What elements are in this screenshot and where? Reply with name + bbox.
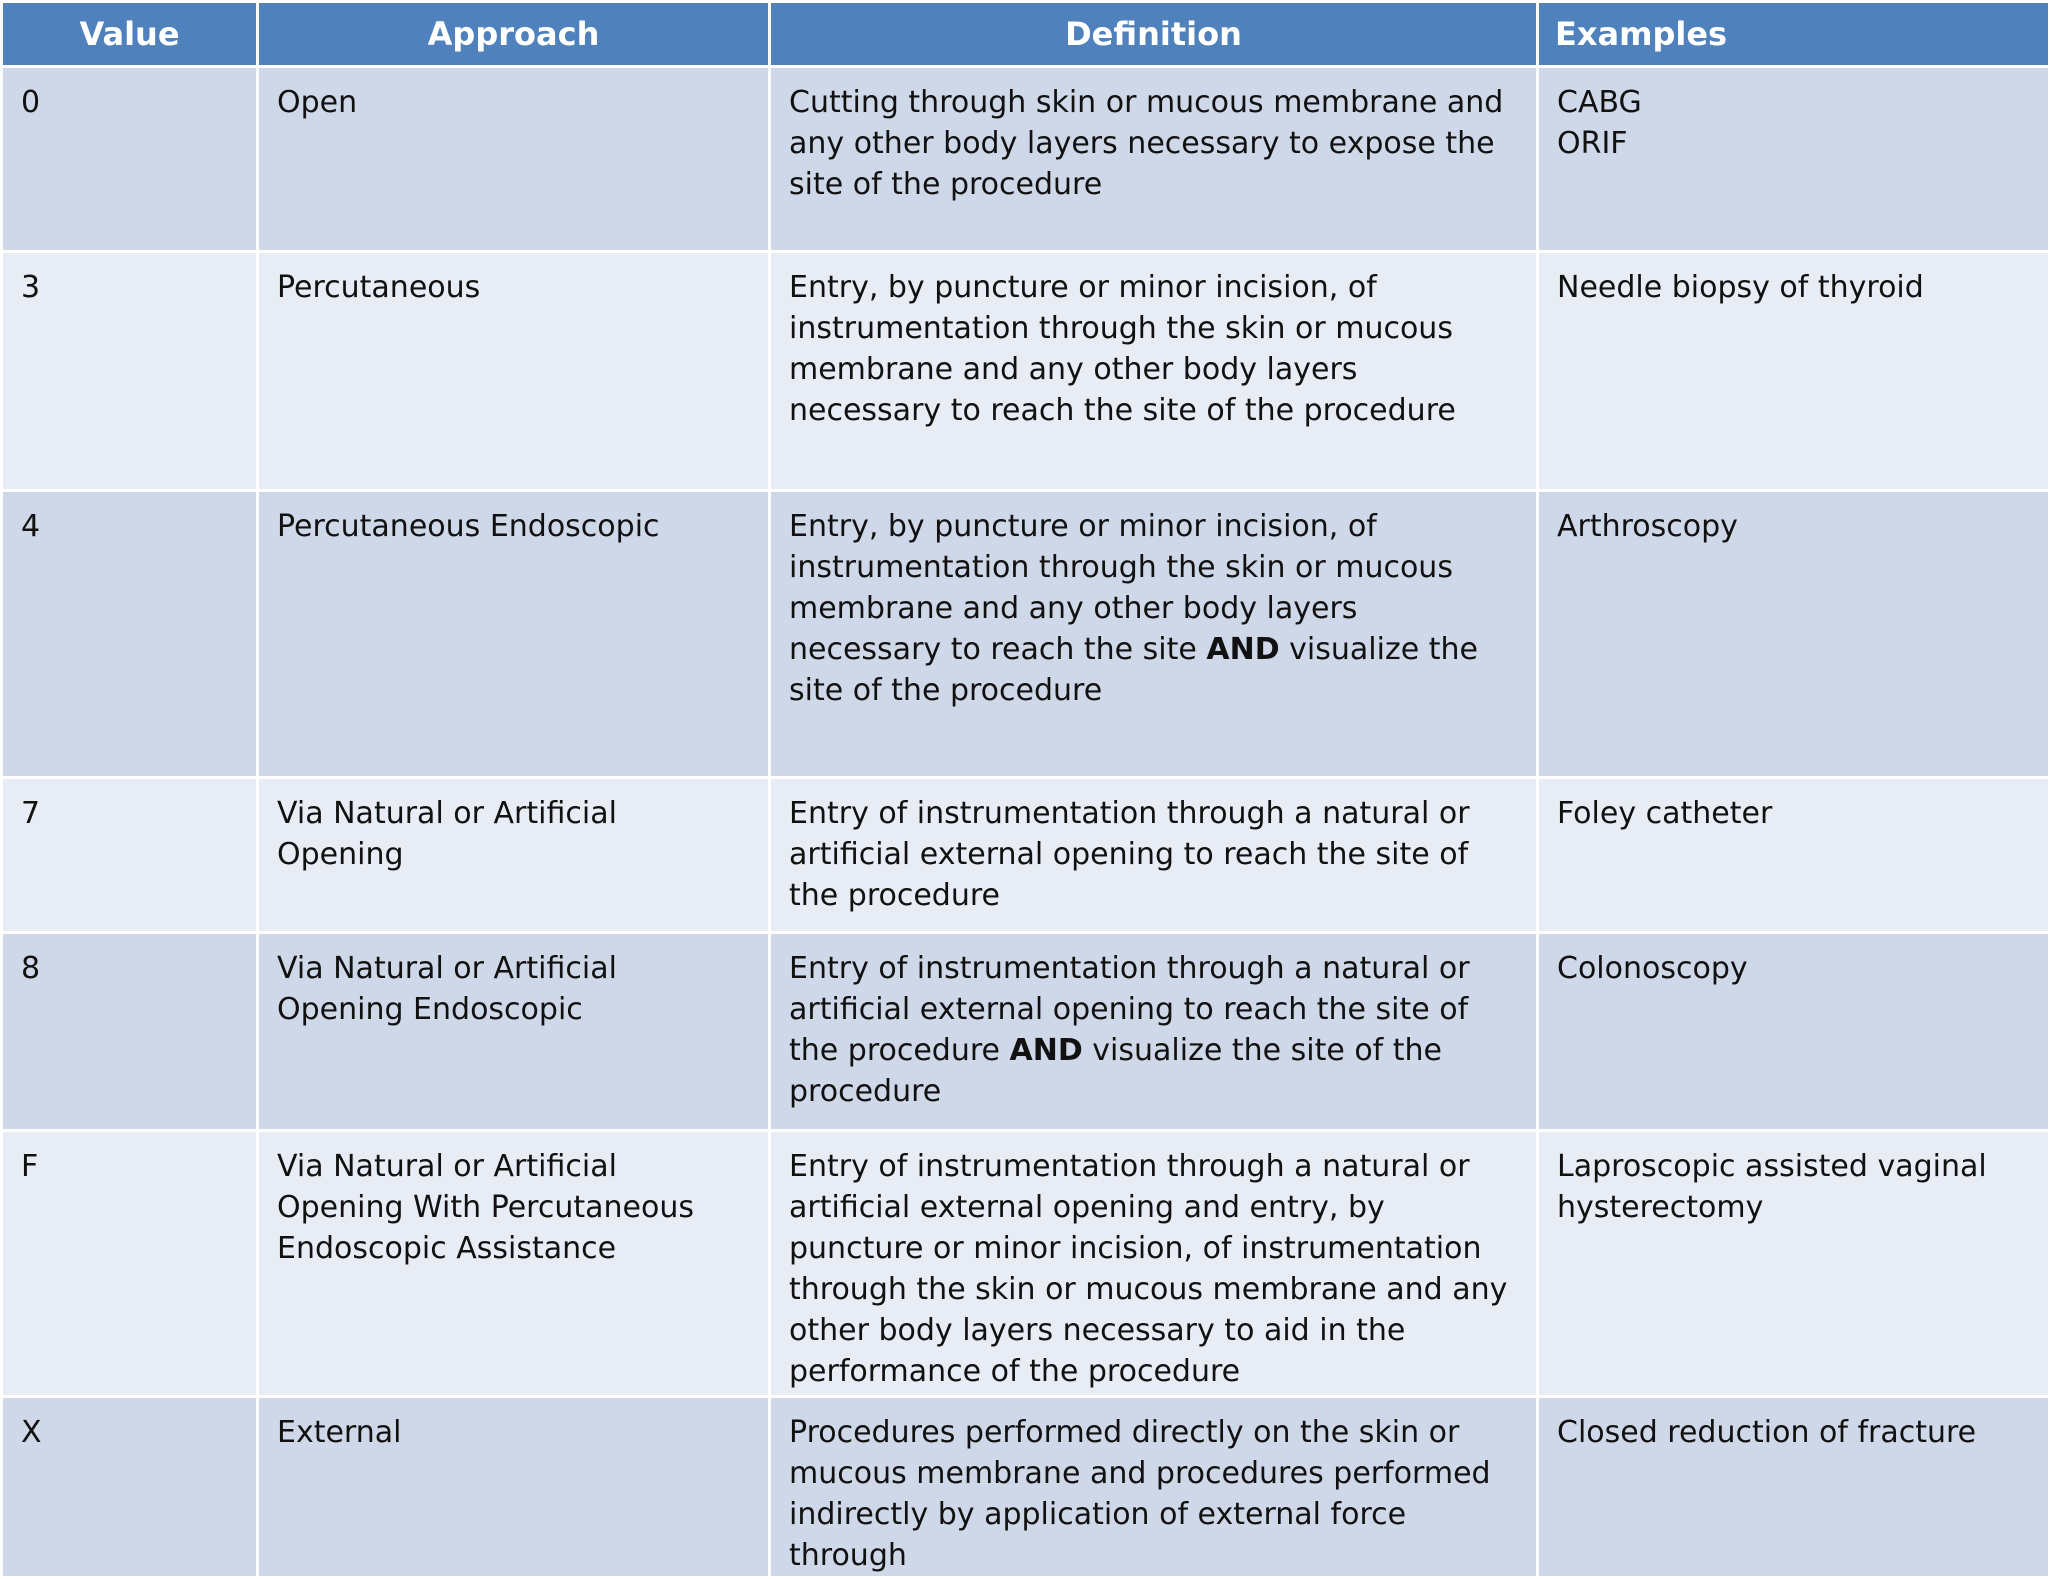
cell-definition: Procedures performed directly on the skin or mucous membrane and procedures performed indirectly by application of external force through bbox=[770, 1397, 1538, 1578]
example-item: Foley catheter bbox=[1557, 796, 1773, 831]
table-row bbox=[2, 1131, 2050, 1397]
example-item: ORIF bbox=[1557, 126, 1628, 161]
table-row bbox=[2, 933, 2050, 1131]
definition-emphasis: AND bbox=[1206, 632, 1280, 667]
cell-approach: External bbox=[258, 1397, 770, 1578]
cell-approach: Percutaneous Endoscopic bbox=[258, 491, 770, 778]
cell-approach: Open bbox=[258, 67, 770, 252]
cell-examples bbox=[1538, 778, 2050, 933]
definition-text: Entry of instrumentation through a natural or artificial external opening to reach the site of the procedure bbox=[789, 951, 1470, 1068]
example-item: Colonoscopy bbox=[1557, 951, 1748, 986]
definition-text: Entry, by puncture or minor incision, of instrumentation through the skin or mucous membrane and any other body layers necessary to reach the site bbox=[789, 509, 1453, 667]
example-item: CABG bbox=[1557, 85, 1642, 120]
cell-approach: Percutaneous bbox=[258, 252, 770, 491]
cell-value: X bbox=[2, 1397, 258, 1578]
header-row bbox=[2, 2, 2050, 67]
header-definition: Definition bbox=[770, 2, 1538, 67]
cell-examples bbox=[1538, 933, 2050, 1131]
cell-definition: Cutting through skin or mucous membrane and any other body layers necessary to expose the site of the procedure bbox=[770, 67, 1538, 252]
example-item: Needle biopsy of thyroid bbox=[1557, 270, 1924, 305]
definition-text: visualize the site of the procedure bbox=[789, 1033, 1443, 1109]
cell-examples bbox=[1538, 1131, 2050, 1397]
header-examples: Examples bbox=[1538, 2, 2050, 67]
cell-value: 4 bbox=[2, 491, 258, 778]
header-approach: Approach bbox=[258, 2, 770, 67]
cell-definition: Entry of instrumentation through a natural or artificial external opening to reach the site of the procedure bbox=[770, 778, 1538, 933]
cell-examples bbox=[1538, 67, 2050, 252]
table-row bbox=[2, 491, 2050, 778]
cell-value: 0 bbox=[2, 67, 258, 252]
cell-approach: Via Natural or Artificial Opening With Percutaneous Endoscopic Assistance bbox=[258, 1131, 770, 1397]
cell-examples bbox=[1538, 1397, 2050, 1578]
cell-definition: Entry, by puncture or minor incision, of instrumentation through the skin or mucous membrane and any other body layers necessary to reach the site of the procedure bbox=[770, 252, 1538, 491]
definition-text: visualize the site of the procedure bbox=[789, 632, 1478, 708]
cell-definition bbox=[770, 491, 1538, 778]
cell-definition: Entry of instrumentation through a natural or artificial external opening and entry, by puncture or minor incision, of instrumentation through the skin or mucous membrane and any other body layers necessary to aid in the performance of the procedure bbox=[770, 1131, 1538, 1397]
cell-definition bbox=[770, 933, 1538, 1131]
cell-value: 8 bbox=[2, 933, 258, 1131]
table-row bbox=[2, 1397, 2050, 1578]
definition-emphasis: AND bbox=[1009, 1033, 1083, 1068]
cell-value: F bbox=[2, 1131, 258, 1397]
example-item: Closed reduction of fracture bbox=[1557, 1415, 1977, 1450]
example-item: Arthroscopy bbox=[1557, 509, 1738, 544]
cell-examples bbox=[1538, 252, 2050, 491]
table-row bbox=[2, 67, 2050, 252]
table-row bbox=[2, 778, 2050, 933]
header-value: Value bbox=[2, 2, 258, 67]
cell-approach: Via Natural or Artificial Opening bbox=[258, 778, 770, 933]
cell-examples bbox=[1538, 491, 2050, 778]
cell-approach: Via Natural or Artificial Opening Endoscopic bbox=[258, 933, 770, 1131]
cell-value: 3 bbox=[2, 252, 258, 491]
table-row bbox=[2, 252, 2050, 491]
example-item: Laproscopic assisted vaginal hysterectomy bbox=[1557, 1149, 1987, 1225]
cell-value: 7 bbox=[2, 778, 258, 933]
